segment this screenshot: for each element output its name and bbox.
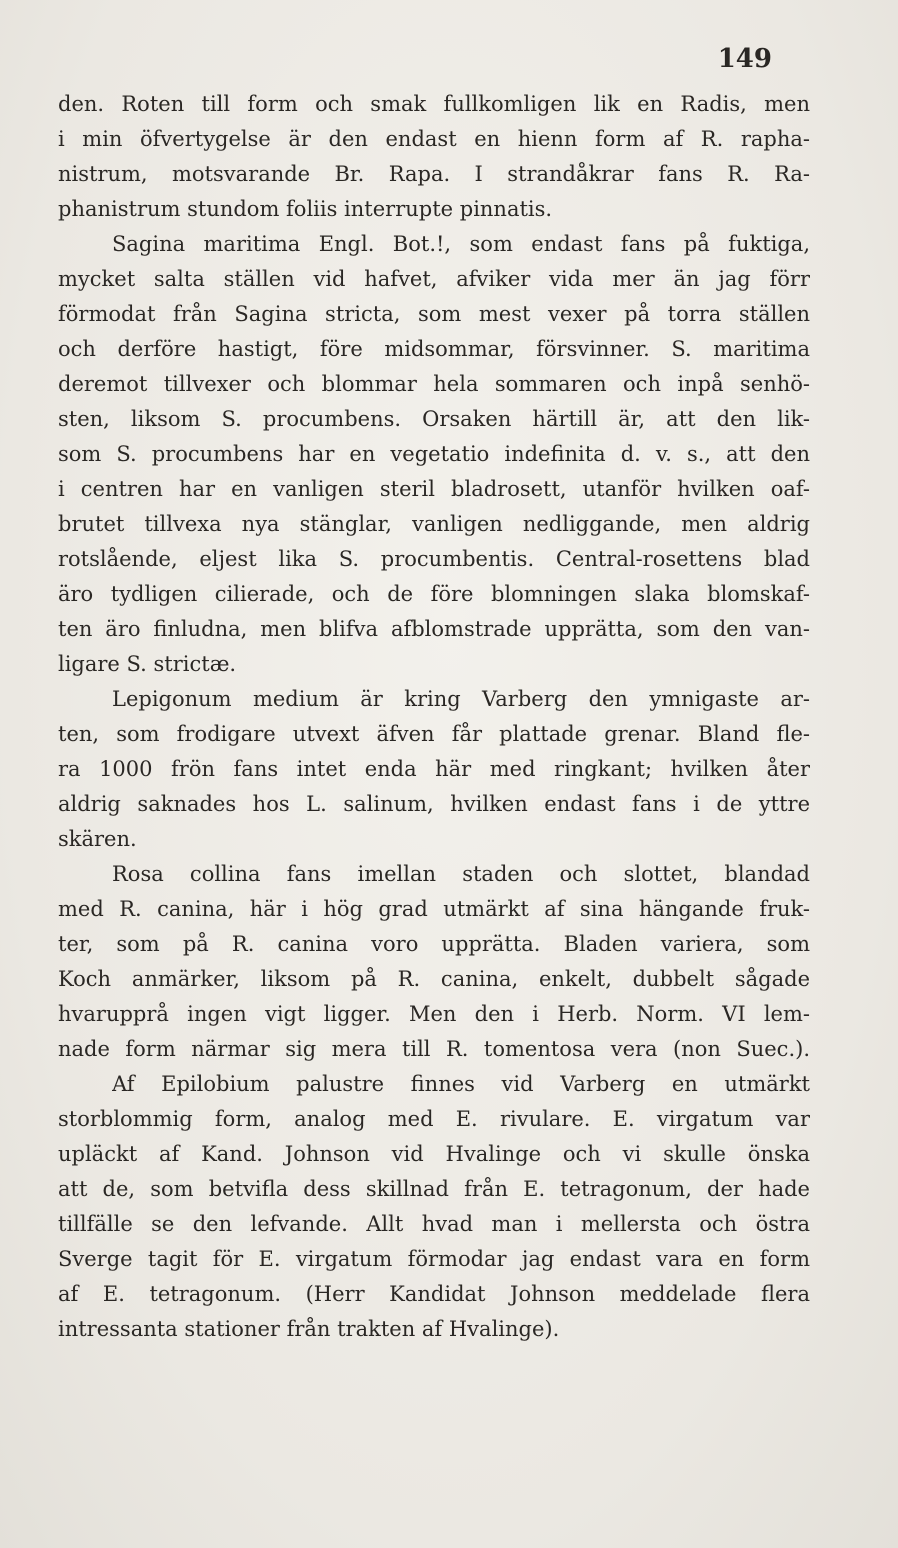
text-line: rotslående, eljest lika S. procumbentis. Central-rosettens blad [58, 547, 810, 571]
text-line: sten, liksom S. procumbens. Orsaken härtill är, att den lik- [58, 407, 810, 431]
text-line: storblommig form, analog med E. rivulare. E. virgatum var [58, 1107, 810, 1131]
text-line: i centren har en vanligen steril bladrosett, utanför hvilken oaf- [58, 477, 810, 501]
text-line: phanistrum stundom foliis interrupte pinnatis. [58, 197, 553, 221]
text-line: ten, som frodigare utvext äfven får plattade grenar. Bland fle- [58, 722, 810, 746]
text-line: intressanta stationer från trakten af Hvalinge). [58, 1317, 560, 1341]
text-line: Rosa collina fans imellan staden och slottet, blandad [112, 862, 810, 886]
text-line: och derföre hastigt, före midsommar, försvinner. S. maritima [58, 337, 810, 361]
text-line: ligare S. strictæ. [58, 652, 237, 676]
text-line: Af Epilobium palustre finnes vid Varberg en utmärkt [112, 1072, 810, 1096]
text-line: att de, som betvifla dess skillnad från E. tetragonum, der hade [58, 1177, 810, 1201]
text-line: i min öfvertygelse är den endast en hienn form af R. rapha- [58, 127, 810, 151]
text-line: ter, som på R. canina voro upprätta. Bladen variera, som [58, 932, 810, 956]
text-line: Koch anmärker, liksom på R. canina, enkelt, dubbelt sågade [58, 967, 810, 991]
text-line: med R. canina, här i hög grad utmärkt af sina hängande fruk- [58, 897, 810, 921]
text-line: nade form närmar sig mera till R. tomentosa vera (non Suec.). [58, 1037, 810, 1061]
text-line: som S. procumbens har en vegetatio indefinita d. v. s., att den [58, 442, 810, 466]
text-line: hvarupprå ingen vigt ligger. Men den i Herb. Norm. VI lem- [58, 1002, 810, 1026]
text-line: mycket salta ställen vid hafvet, afviker vida mer än jag förr [58, 267, 810, 291]
text-line: tillfälle se den lefvande. Allt hvad man i mellersta och östra [58, 1212, 810, 1236]
text-line: upläckt af Kand. Johnson vid Hvalinge och vi skulle önska [58, 1142, 810, 1166]
page-number: 149 [717, 44, 772, 74]
text-line: Sagina maritima Engl. Bot.!, som endast fans på fuktiga, [112, 232, 810, 256]
text-line: af E. tetragonum. (Herr Kandidat Johnson meddelade flera [58, 1282, 810, 1306]
text-line: ten äro finludna, men blifva afblomstrade upprätta, som den van- [58, 617, 810, 641]
text-line: Sverge tagit för E. virgatum förmodar jag endast vara en form [58, 1247, 810, 1271]
text-line: brutet tillvexa nya stänglar, vanligen nedliggande, men aldrig [58, 512, 810, 536]
text-line: nistrum, motsvarande Br. Rapa. I strandåkrar fans R. Ra- [58, 162, 810, 186]
text-line: skären. [58, 827, 137, 851]
text-line: den. Roten till form och smak fullkomligen lik en Radis, men [58, 92, 810, 116]
text-line: äro tydligen cilierade, och de före blomningen slaka blomskaf- [58, 582, 810, 606]
text-line: aldrig saknades hos L. salinum, hvilken endast fans i de yttre [58, 792, 810, 816]
text-line: ra 1000 frön fans intet enda här med ringkant; hvilken åter [58, 757, 810, 781]
text-line: Lepigonum medium är kring Varberg den ymnigaste ar- [112, 687, 810, 711]
text-line: deremot tillvexer och blommar hela sommaren och inpå senhö- [58, 372, 810, 396]
text-line: förmodat från Sagina stricta, som mest vexer på torra ställen [58, 302, 810, 326]
